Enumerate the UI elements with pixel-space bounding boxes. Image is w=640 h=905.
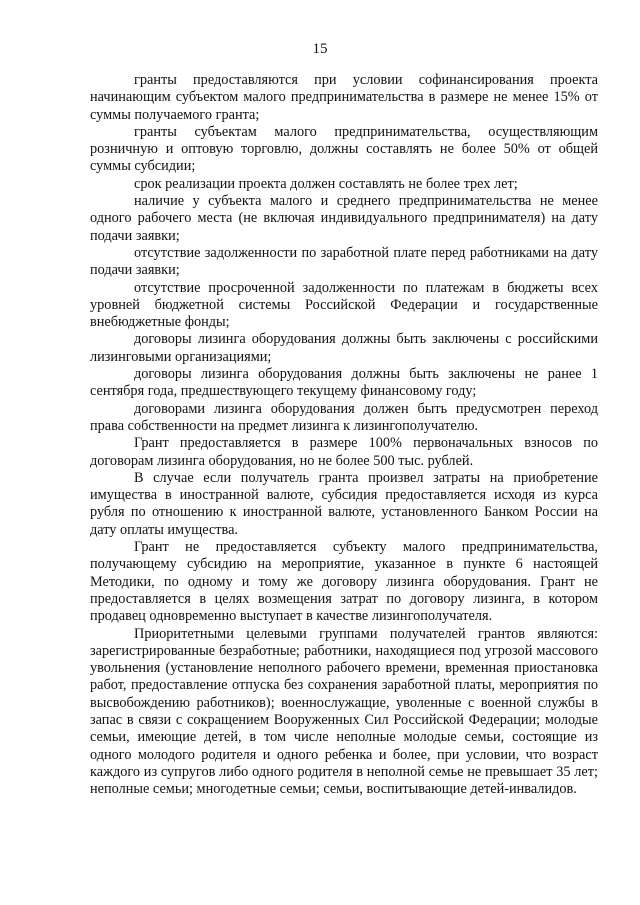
paragraph-russian-leasing-companies: договоры лизинга оборудования должны быть заключены с российскими лизинговыми организациями; bbox=[90, 331, 598, 365]
paragraph-workplace-requirement: наличие у субъекта малого и среднего предпринимательства не менее одного рабочего места (не включая индивидуального предпринимателя) на дату подачи заявки; bbox=[90, 193, 598, 244]
page-number: 15 bbox=[312, 41, 328, 57]
paragraph-grant-restrictions: Грант не предоставляется субъекту малого предпринимательства, получающему субсидию на мероприятие, указанное в пункте 6 настоящей Методики, по одному и тому же договору лизинга оборудования. Грант не предоставляется в целях возмещения затрат по договору лизинга, в котором продавец одновременно выступает в качестве лизингополучателя. bbox=[90, 539, 598, 625]
paragraph-no-wage-arrears: отсутствие задолженности по заработной плате перед работниками на дату подачи заявки; bbox=[90, 244, 598, 279]
paragraph-project-term: срок реализации проекта должен составлять не более трех лет; bbox=[134, 175, 518, 192]
paragraph-grant-amount: Грант предоставляется в размере 100% первоначальных взносов по договорам лизинга оборудования, но не более 500 тыс. рублей. bbox=[90, 435, 598, 469]
paragraph-foreign-currency: В случае если получатель гранта произвел затраты на приобретение имущества в иностранной валюте, субсидия предоставляется исходя из курса рубля по отношению к иностранной валюте, установленного Банком России на дату оплаты имущества. bbox=[90, 469, 598, 538]
paragraph-cofinancing-condition: гранты предоставляются при условии софинансирования проекта начинающим субъектом малого предпринимательства в размере не менее 15% от суммы получаемого гранта; bbox=[90, 72, 598, 123]
paragraph-priority-groups: Приоритетными целевыми группами получателей грантов являются: зарегистрированные безработные; работники, находящиеся под угрозой массового увольнения (установление неполного рабочего времени, временная приостановка работ, предоставление отпуска без сохранения заработной платы, мероприятия по высвобождению работников); военнослужащие, уволенные с военной службы в запас в связи с сокращением Вооруженных Сил Российской Федерации; молодые семьи, имеющие детей, в том числе неполные молодые семьи, состоящие из одного молодого родителя и одного ребенка и более, при условии, что возраст каждого из супругов либо одного родителя в неполной семье не превышает 35 лет; неполные семьи; многодетные семьи; семьи, воспитывающие детей-инвалидов. bbox=[90, 625, 598, 798]
paragraph-leasing-date: договоры лизинга оборудования должны быть заключены не ранее 1 сентября года, предшествующего текущему финансовому году; bbox=[90, 366, 598, 400]
document-body bbox=[90, 72, 598, 798]
paragraph-no-budget-arrears: отсутствие просроченной задолженности по платежам в бюджеты всех уровней бюджетной системы Российской Федерации и государственные внебюджетные фонды; bbox=[90, 279, 598, 331]
paragraph-ownership-transfer: договорами лизинга оборудования должен быть предусмотрен переход права собственности на предмет лизинга к лизингополучателю. bbox=[90, 400, 598, 434]
paragraph-retail-wholesale-limit: гранты субъектам малого предпринимательства, осуществляющим розничную и оптовую торговлю, должны составлять не более 50% от общей суммы субсидии; bbox=[90, 123, 598, 175]
